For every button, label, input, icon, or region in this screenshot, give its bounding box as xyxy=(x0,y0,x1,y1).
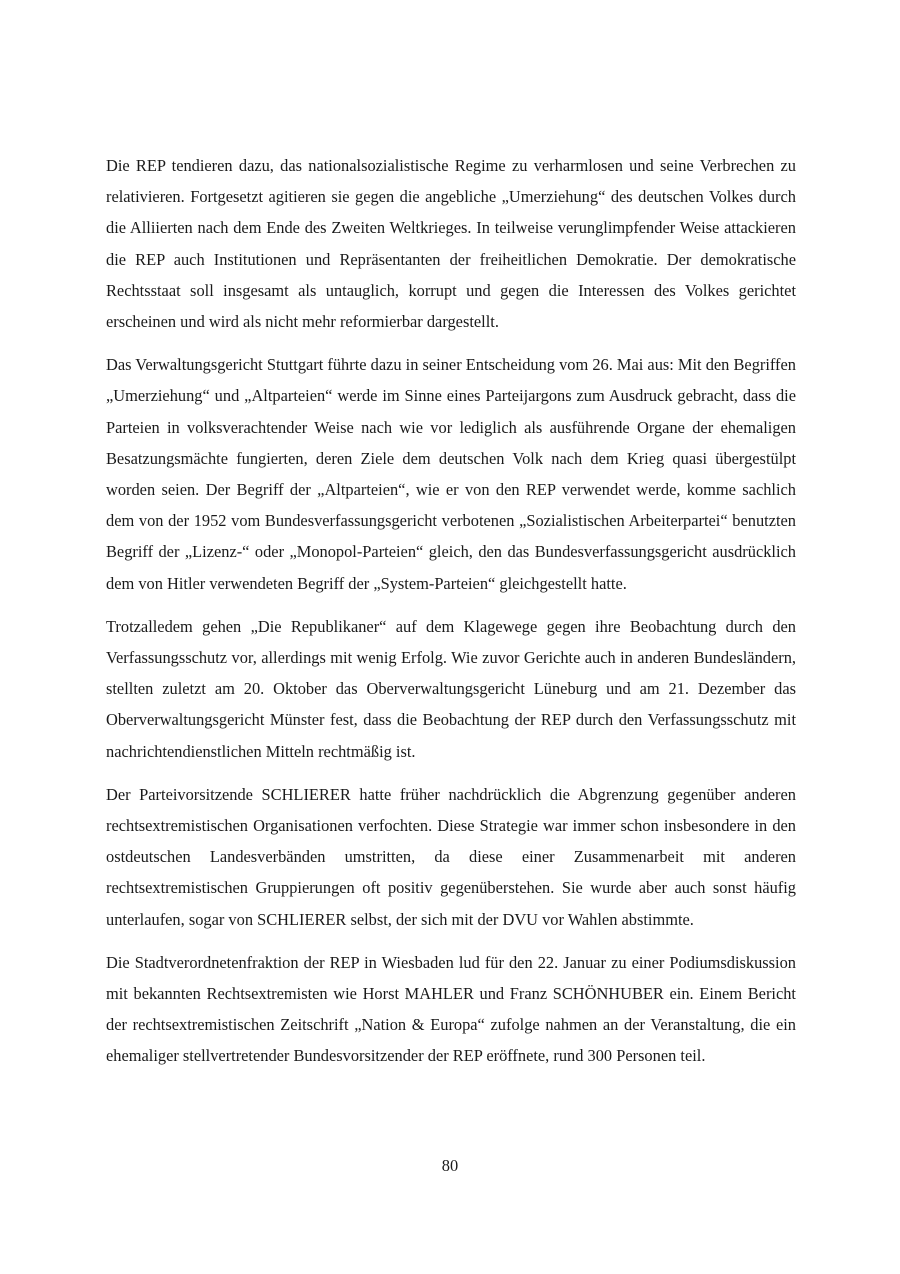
page-number: 80 xyxy=(441,1156,459,1175)
paragraph-klagewege: Trotzalledem gehen „Die Republikaner“ auf dem Klagewege gegen ihre Beobachtung durch den Verfassungsschutz vor, allerdings mit wenig Erfolg. Wie zuvor Gerichte auch in anderen Bundesländern, stellten zuletzt am 20. Oktober das Oberverwaltungsgericht Lüneburg und am 21. Dezember das Oberverwaltungsgericht Münster fest, dass die Beobachtung der REP durch den Verfassungsschutz mit nachrichtendienstlichen Mitteln rechtmäßig ist. xyxy=(106,616,796,761)
paragraph-wiesbaden-podiumsdiskussion: Die Stadtverordnetenfraktion der REP in Wiesbaden lud für den 22. Januar zu einer Podiumsdiskussion mit bekannten Rechtsextremisten wie Horst MAHLER und Franz SCHÖNHUBER ein. Einem Bericht der rechtsextremistischen Zeitschrift „Nation & Europa“ zufolge nahmen an der Veranstaltung, die ein ehemaliger stellvertretender Bundesvorsitzender der REP eröffnete, rund 300 Personen teil. xyxy=(106,952,796,1066)
body-text xyxy=(106,150,796,1084)
paragraph-verwaltungsgericht-stuttgart: Das Verwaltungsgericht Stuttgart führte dazu in seiner Entscheidung vom 26. Mai aus: Mit den Begriffen „Umerziehung“ und „Altparteien“ werde im Sinne eines Parteijargons zum Ausdruck gebracht, dass die Parteien in volksverachtender Weise nach wie vor lediglich als ausführende Organe der ehemaligen Besatzungsmächte fungierten, deren Ziele dem deutschen Volk nach dem Krieg quasi übergestülpt worden seien. Der Begriff der „Altparteien“, wie er von den REP verwendet werde, komme sachlich dem von der 1952 vom Bundesverfassungsgericht verbotenen „Sozialistischen Arbeiterpartei“ benutzten Begriff der „Lizenz-“ oder „Monopol-Parteien“ gleich, den das Bundesverfassungsgericht ausdrücklich dem von Hitler verwendeten Begriff der „System-Parteien“ gleichgestellt hatte. xyxy=(106,355,796,593)
paragraph-schlierer-abgrenzung: Der Parteivorsitzende SCHLIERER hatte früher nachdrücklich die Abgrenzung gegenüber anderen rechtsextremistischen Organisationen verfochten. Diese Strategie war immer schon insbesondere in den ostdeutschen Landesverbänden umstritten, da diese einer Zusammenarbeit mit anderen rechtsextremistischen Gruppierungen oft positiv gegenüberstehen. Sie wurde aber auch sonst häufig unterlaufen, sogar von SCHLIERER selbst, der sich mit der DVU vor Wahlen abstimmte. xyxy=(106,784,796,929)
paragraph-rep-verharmlosung: Die REP tendieren dazu, das nationalsozialistische Regime zu verharmlosen und seine Verbrechen zu relativieren. Fortgesetzt agitieren sie gegen die angebliche „Umerziehung“ des deutschen Volkes durch die Alliierten nach dem Ende des Zweiten Weltkrieges. In teilweise verunglimpfender Weise attackieren die REP auch Institutionen und Repräsentanten der freiheitlichen Demokratie. Der demokratische Rechtsstaat soll insgesamt als untauglich, korrupt und gegen die Interessen des Volkes gerichtet erscheinen und wird als nicht mehr reformierbar dargestellt. xyxy=(106,156,796,332)
